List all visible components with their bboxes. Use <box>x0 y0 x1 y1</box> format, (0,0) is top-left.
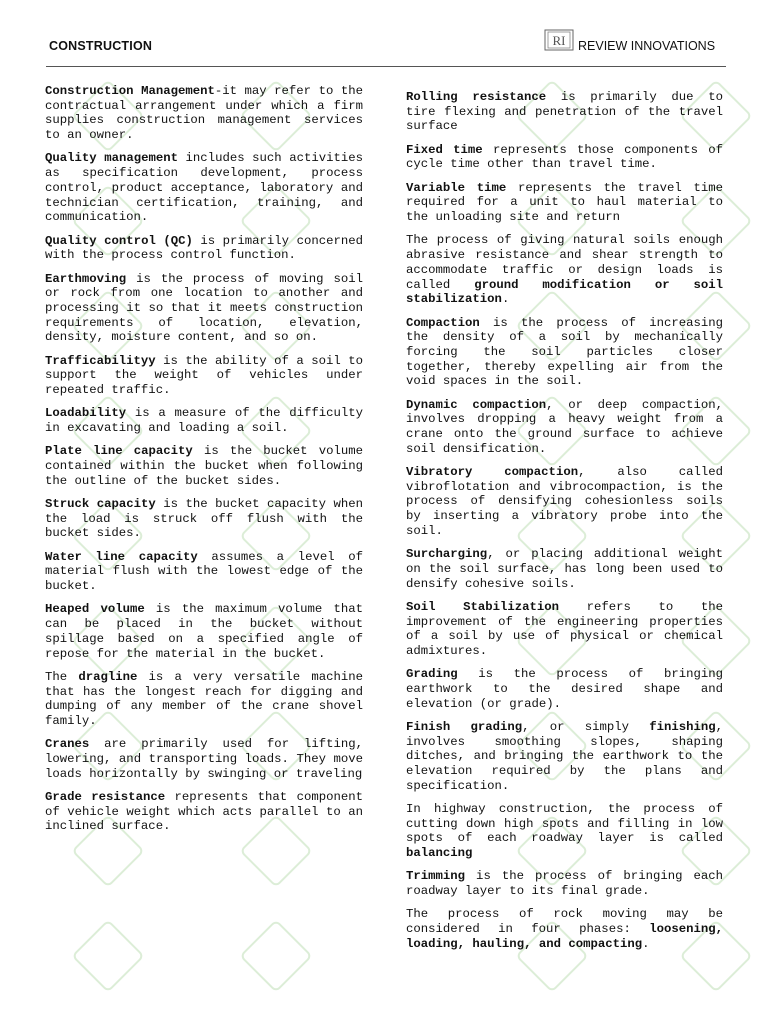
definition-paragraph <box>45 670 363 729</box>
definition-text: , or simply <box>522 719 650 734</box>
definition-paragraph <box>45 790 363 834</box>
definition-paragraph <box>406 90 723 134</box>
definition-paragraph <box>406 907 723 951</box>
definition-term: Trimming <box>406 869 466 884</box>
definition-paragraph <box>406 465 723 539</box>
definition-term: Trafficabilityy <box>45 353 156 368</box>
definition-text: represents the travel time required for a unit to haul material to the unloading site and return <box>406 180 723 225</box>
definition-paragraph <box>45 737 363 781</box>
definition-paragraph <box>45 151 363 225</box>
definition-term: loosening, loading, hauling, and compacting <box>406 922 723 951</box>
definition-paragraph <box>45 497 363 541</box>
definition-text: is the process of bringing earthwork to the desired shape and elevation (or grade). <box>406 667 723 711</box>
header-divider <box>46 66 726 67</box>
page-header <box>0 0 768 68</box>
definition-text: refers to the improvement of the engineering properties of a soil by use of physical or chemical admixtures. <box>406 599 724 658</box>
definition-paragraph <box>45 550 363 594</box>
definition-text: is primarily due to tire flexing and penetration of the travel surface <box>406 90 724 134</box>
definition-term: Soil Stabilization <box>406 599 560 614</box>
section-title: CONSTRUCTION <box>49 39 153 53</box>
definition-term: Quality control (QC) <box>45 233 193 248</box>
definition-term: Plate line capacity <box>45 444 193 459</box>
definition-term: dragline <box>78 669 138 684</box>
right-column <box>406 90 723 960</box>
brand-name: REVIEW INNOVATIONS <box>578 39 716 53</box>
paragraph-text: The <box>45 669 79 684</box>
definition-term: Compaction <box>406 315 480 330</box>
definition-text: is the ability of a soil to support the weight of vehicles under repeated traffic. <box>45 353 363 398</box>
definition-text: , also called vibroflotation and vibrocompaction, is the process of densifying cohesionless soils by inserting a vibratory probe into the soil. <box>406 465 723 538</box>
definition-term: Finish grading <box>406 719 523 734</box>
definition-term: Vibratory compaction <box>406 465 579 480</box>
definition-paragraph <box>45 272 363 346</box>
definition-text: represents that component of vehicle weight which acts parallel to an inclined surface. <box>45 789 363 834</box>
definition-text: , or placing additional weight on the soil surface, has long been used to densify cohesive soils. <box>406 547 723 591</box>
paragraph-text: The process of rock moving may be considered in four phases: <box>406 907 723 937</box>
definition-text: is the process of bringing each roadway layer to its final grade. <box>406 869 723 899</box>
paragraph-text: The process of giving natural soils enough abrasive resistance and shear strength to accommodate traffic or design loads is called <box>406 233 723 292</box>
definition-term: Heaped volume <box>45 602 145 617</box>
definition-text: includes such activities as specification development, process control, product acceptance, laboratory and technician certification, training, and communication. <box>45 151 363 225</box>
definition-term: Surcharging <box>406 547 488 562</box>
definition-term: Struck capacity <box>45 497 156 512</box>
definition-text: is the maximum volume that can be placed in the bucket without spillage based on a specified angle of repose for the material in the bucket. <box>45 602 363 661</box>
definition-paragraph <box>406 233 723 307</box>
definition-text: represents those components of cycle time other than travel time. <box>406 142 723 172</box>
definition-text: -it may refer to the contractual arrangement under which a firm supplies construction management services to an owner. <box>45 84 363 143</box>
definition-paragraph <box>406 547 723 591</box>
definition-paragraph <box>45 444 363 488</box>
definition-text: is the process of increasing the density of a soil by mechanically forcing the soil particles closer together, thereby expelling air from the void spaces in the soil. <box>406 315 723 389</box>
definition-paragraph <box>45 84 363 143</box>
left-column <box>45 84 363 843</box>
definition-paragraph <box>45 354 363 398</box>
definition-text: , involves smoothing slopes, shaping ditches, and bringing the earthwork to the elevation required by the plans and specification. <box>406 719 723 793</box>
definition-text: . <box>501 292 510 307</box>
svg-text:RI: RI <box>552 33 566 48</box>
definition-paragraph <box>406 181 723 225</box>
definition-text: is primarily concerned with the process control function. <box>45 233 363 263</box>
definition-paragraph <box>406 316 723 390</box>
definition-term: Quality management <box>45 151 178 166</box>
definition-term: finishing <box>649 719 716 734</box>
definition-paragraph <box>406 720 723 794</box>
definition-term: Variable time <box>406 180 507 195</box>
definition-text: is the bucket volume contained within the bucket when following the outline of the bucket sides. <box>45 444 363 488</box>
definition-term: Construction Management <box>45 84 215 98</box>
definition-paragraph <box>45 406 363 435</box>
definition-paragraph <box>406 600 723 659</box>
definition-paragraph <box>406 802 723 861</box>
watermark-mark <box>71 919 145 993</box>
definition-term: ground modification or soil stabilization <box>406 277 723 307</box>
definition-term: Water line capacity <box>45 549 198 564</box>
definition-term: Rolling resistance <box>406 90 547 104</box>
definition-term: Loadability <box>45 406 127 421</box>
definition-paragraph <box>45 234 363 263</box>
definition-paragraph <box>406 143 723 172</box>
definition-paragraph <box>406 667 723 711</box>
definition-text: is the bucket capacity when the load is struck off flush with the bucket sides. <box>45 497 363 541</box>
definition-paragraph <box>45 602 363 661</box>
definition-text: assumes a level of material flush with the lowest edge of the bucket. <box>45 549 363 594</box>
definition-term: balancing <box>406 846 473 861</box>
definition-term: Earthmoving <box>45 271 127 286</box>
definition-text: is the process of moving soil or rock from one location to another and processing it so that it meets construction requirements of location, elevation, density, moisture content, and so on. <box>45 271 363 345</box>
watermark-mark <box>239 919 313 993</box>
definition-text: are primarily used for lifting, lowering, and transporting loads. They move loads horizontally by swinging or traveling <box>45 737 363 781</box>
review-innovations-logo <box>544 29 574 51</box>
definition-term: Cranes <box>45 737 90 752</box>
definition-term: Grading <box>406 667 458 682</box>
definition-text: is a measure of the difficulty in excavating and loading a soil. <box>45 406 363 436</box>
definition-text: . <box>642 936 650 951</box>
definition-paragraph <box>406 398 723 457</box>
definition-text: , or deep compaction, involves dropping a heavy weight from a crane onto the ground surface to achieve soil densification. <box>406 397 724 456</box>
definition-term: Dynamic compaction <box>406 397 547 412</box>
definition-text: is a very versatile machine that has the longest reach for digging and dumping of any member of the crane shovel family. <box>45 669 363 728</box>
definition-term: Fixed time <box>406 142 483 157</box>
paragraph-text: In highway construction, the process of cutting down high spots and filling in low spots of each roadway layer is called <box>406 802 723 846</box>
definition-paragraph <box>406 869 723 898</box>
definition-term: Grade resistance <box>45 789 166 804</box>
